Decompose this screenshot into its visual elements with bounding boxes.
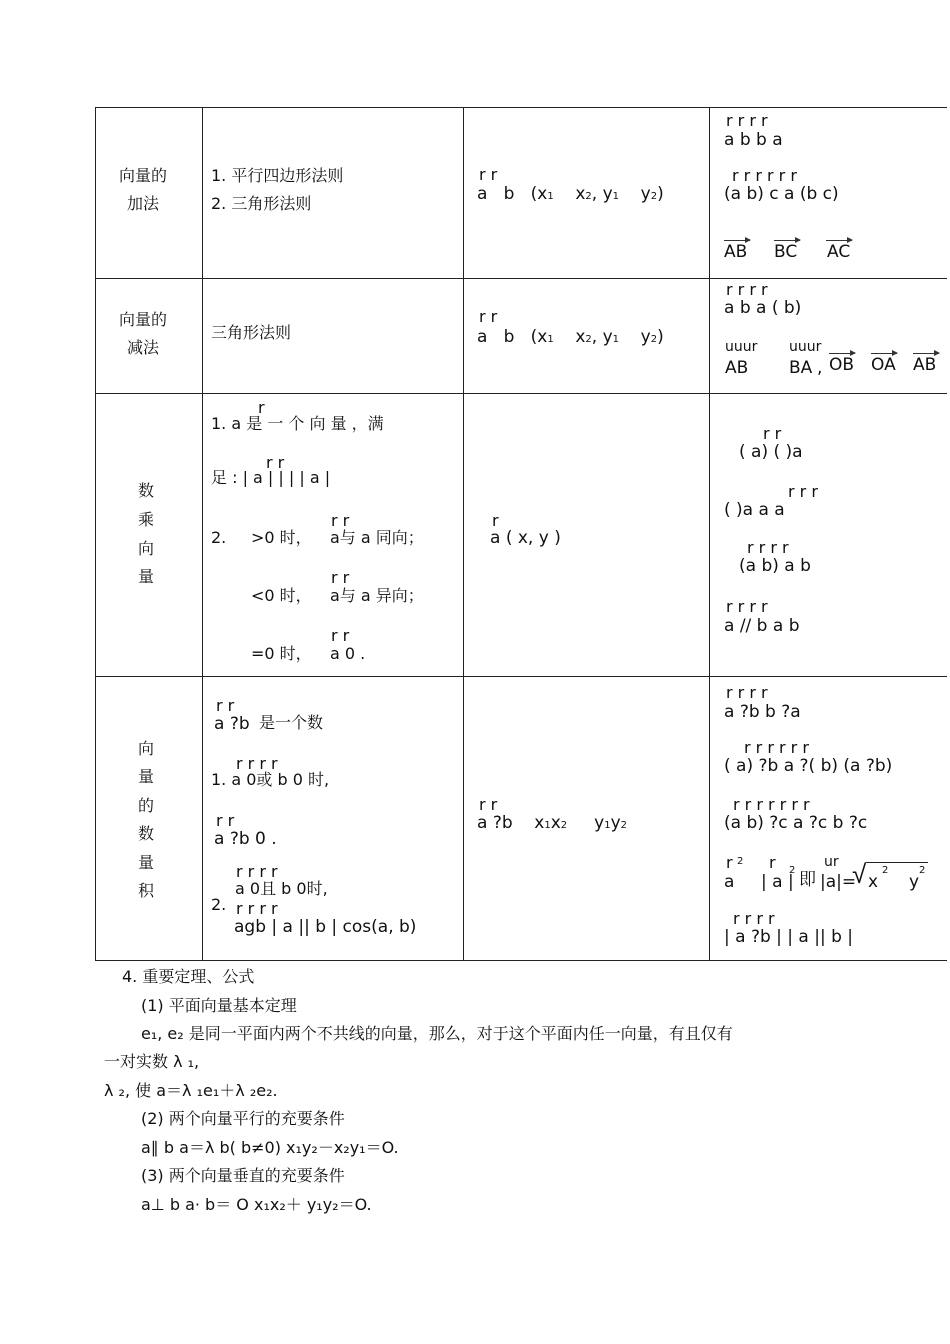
table-col-divider: [709, 107, 710, 961]
vector-arrow-icon: [829, 353, 855, 354]
vector-arrow-icon: [774, 240, 800, 241]
row-name-line: 数: [138, 824, 155, 843]
property-line: | a ?b | | a || b |: [724, 927, 854, 947]
formula-part: a: [724, 872, 735, 892]
rule-line: a 0 .: [330, 644, 366, 663]
formula-part: | a |: [761, 872, 794, 892]
rule-number: 2.: [211, 528, 227, 547]
table-row-divider: [95, 278, 947, 279]
row-name-line: 减法: [127, 338, 160, 357]
vector-arrow-marks: r: [258, 398, 265, 417]
vector-arrow-marks: r r r r: [747, 538, 789, 557]
vector-label: BC: [774, 242, 798, 262]
vector-label: BA: [789, 358, 813, 378]
vector-arrow-marks: r r r r: [726, 597, 768, 616]
table-row-divider: [95, 676, 947, 677]
subsection-title: (2) 两个向量平行的充要条件: [141, 1109, 345, 1128]
paragraph-line: λ ₂, 使 a＝λ ₁e₁＋λ ₂e₂.: [104, 1081, 278, 1100]
row-name-line: 的: [138, 796, 155, 815]
vector-arrow-icon: [724, 240, 750, 241]
row-name-line: 量: [138, 567, 155, 586]
vector-label: OB: [829, 355, 855, 375]
formula-part: x: [868, 872, 879, 892]
property-line: ( a) ?b a ?( b) (a ?b): [724, 756, 893, 776]
vector-label: OA: [871, 355, 896, 375]
paragraph-line: 一对实数 λ ₁,: [104, 1052, 200, 1071]
rule-line: a与 a 异向；: [330, 586, 424, 605]
rule-line: a ?b: [214, 714, 250, 734]
rule-line: =0 时，: [251, 644, 312, 663]
rule-line: 三角形法则: [211, 323, 292, 342]
vector-arrow-marks: r r r r: [726, 111, 768, 130]
table-col-divider: [202, 107, 203, 961]
vector-label: AB: [913, 355, 937, 375]
vector-arrow-marks: r r r r: [236, 899, 278, 918]
vector-arrow-marks: r r r r r r r: [733, 795, 810, 814]
property-line: (a b) c a (b c): [724, 184, 839, 204]
vector-arrow-marks: r r: [479, 307, 498, 326]
coord-formula: a b (x1 x2, y1 y2): [477, 327, 664, 347]
rule-line: 是一个数: [259, 713, 324, 732]
table-border-bottom: [95, 960, 947, 961]
vector-arrow-marks: r r: [479, 795, 498, 814]
vector-arrow-marks: r r: [331, 568, 350, 587]
table-border-top: [95, 107, 947, 108]
property-line: (a b) ?c a ?c b ?c: [724, 813, 868, 833]
vector-arrow-marks: uuur: [789, 339, 822, 355]
row-name-line: 向: [138, 539, 155, 558]
sqrt-bar: [866, 862, 928, 863]
vector-arrow-marks: r r r r: [236, 862, 278, 881]
rule-number: 2.: [211, 895, 227, 914]
row-name-line: 数: [138, 481, 155, 500]
rule-line: <0 时，: [251, 586, 312, 605]
property-line: ( )a a a: [724, 500, 785, 520]
rule-line: a与 a 同向；: [330, 528, 424, 547]
vector-arrow-marks: r r: [331, 511, 350, 530]
formula-line: a⊥ b a· b＝ O x₁x₂＋ y₁y₂＝O.: [141, 1195, 372, 1214]
property-line: a b a ( b): [724, 298, 802, 318]
rule-line: agb | a || b | cos(a, b): [234, 917, 417, 937]
formula-part: y: [909, 872, 920, 892]
vector-arrow-marks: r: [769, 853, 776, 872]
vector-arrow-icon: [826, 240, 852, 241]
vector-arrow-marks: r r: [331, 626, 350, 645]
vector-arrow-icon: [871, 353, 897, 354]
property-line: a b b a: [724, 130, 783, 150]
row-name-line: 乘: [138, 510, 155, 529]
vector-arrow-marks: r: [492, 511, 499, 530]
vector-arrow-marks: uuur: [725, 339, 758, 355]
row-name-line: 量: [138, 767, 155, 786]
vector-arrow-marks: r r: [763, 424, 782, 443]
coord-formula: a ?b x1x2 y1y2: [477, 813, 628, 833]
formula-line: a∥ b a＝λ b( b≠0) x₁y₂－x₂y₁＝O.: [141, 1138, 399, 1157]
section-heading: 4. 重要定理、公式: [122, 967, 255, 986]
vector-arrow-marks: r r r r r r: [732, 166, 797, 185]
row-name-line: 加法: [127, 194, 160, 213]
table-row-divider: [95, 393, 947, 394]
property-line: a ?b b ?a: [724, 702, 801, 722]
formula-part: |a|=: [820, 872, 857, 892]
vector-arrow-marks: r r: [216, 811, 235, 830]
superscript: 2: [919, 865, 926, 876]
vector-arrow-marks: r r: [216, 696, 235, 715]
vector-label: AB: [725, 358, 749, 378]
subsection-title: (3) 两个向量垂直的充要条件: [141, 1166, 345, 1185]
superscript: 2: [737, 856, 744, 867]
rule-line: 1. a 0或 b 0 时,: [211, 770, 330, 789]
rule-line: a ?b 0 .: [214, 829, 277, 849]
paragraph-line: e₁, e₂ 是同一平面内两个不共线的向量，那么，对于这个平面内任一向量，有且仅有: [141, 1024, 733, 1043]
sqrt-icon: √: [852, 860, 867, 890]
table-col-divider: [95, 107, 96, 961]
subsection-title: (1) 平面向量基本定理: [141, 996, 297, 1015]
rule-line: 1. 平行四边形法则: [211, 166, 344, 185]
superscript: 2: [882, 865, 889, 876]
row-name-line: 向量的: [119, 166, 168, 185]
vector-arrow-marks: r r r r: [726, 683, 768, 702]
row-name-line: 积: [138, 881, 155, 900]
vector-arrow-marks: r r r r: [726, 280, 768, 299]
property-line: (a b) a b: [739, 556, 811, 576]
row-name-line: 量: [138, 853, 155, 872]
vector-arrow-marks: ur: [824, 854, 839, 870]
vector-arrow-marks: r r: [266, 453, 285, 472]
vector-label: AB: [724, 242, 748, 262]
vector-arrow-marks: r r r: [788, 482, 818, 501]
property-line: a // b a b: [724, 616, 800, 636]
vector-arrow-marks: r r r r: [733, 909, 775, 928]
formula-part: 即: [799, 870, 816, 890]
vector-arrow-marks: r: [726, 853, 733, 872]
rule-line: 1. a 是 一 个 向 量 ，满: [211, 414, 384, 433]
row-name-line: 向量的: [119, 310, 168, 329]
separator: ,: [817, 358, 823, 378]
rule-line: 足 : | a | | | | a |: [211, 468, 331, 487]
property-line: ( a) ( )a: [739, 442, 803, 462]
vector-arrow-marks: r r r r: [236, 754, 278, 773]
table-col-divider: [463, 107, 464, 961]
rule-line: a 0且 b 0时,: [235, 879, 328, 898]
vector-label: AC: [827, 242, 851, 262]
vector-arrow-marks: r r r r r r: [744, 738, 809, 757]
superscript: 2: [789, 865, 796, 876]
rule-line: >0 时，: [251, 528, 312, 547]
coord-formula: a ( x, y ): [490, 528, 561, 548]
row-name-line: 向: [138, 739, 155, 758]
rule-line: 2. 三角形法则: [211, 194, 312, 213]
coord-formula: a b (x1 x2, y1 y2): [477, 184, 664, 204]
vector-arrow-marks: r r: [479, 165, 498, 184]
vector-arrow-icon: [913, 353, 939, 354]
